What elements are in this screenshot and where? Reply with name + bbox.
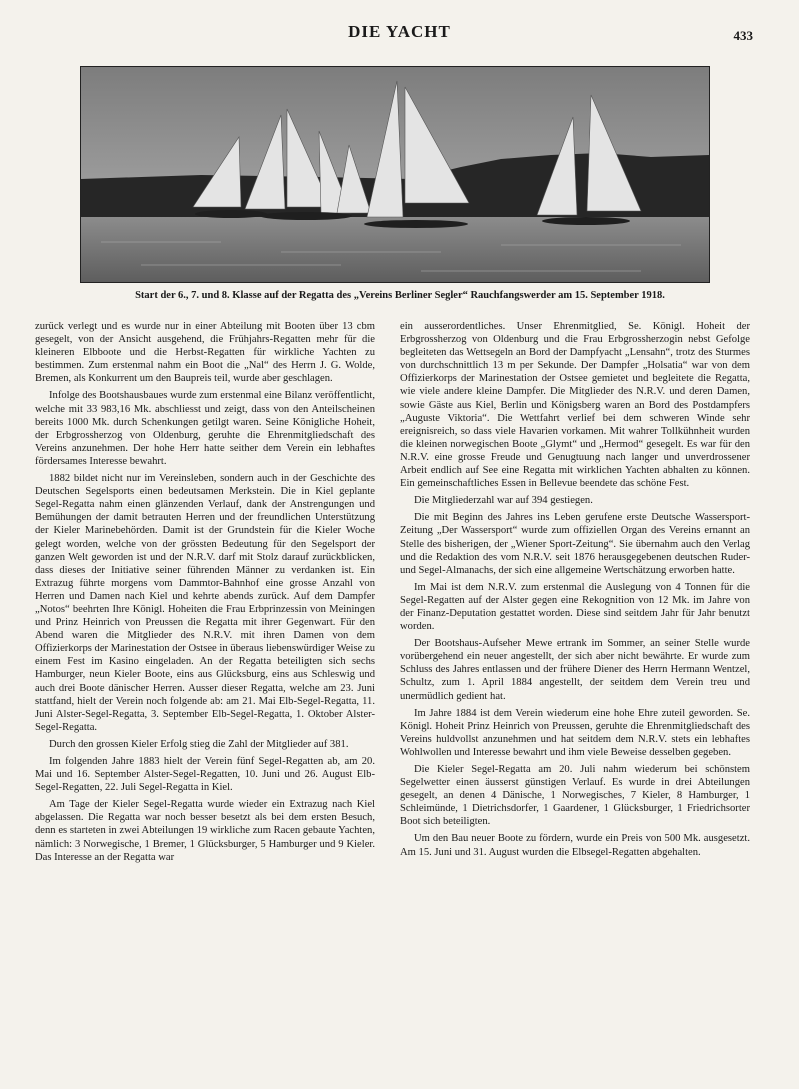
paragraph: Durch den grossen Kieler Erfolg stieg die Zahl der Mitglieder auf 381.	[49, 738, 349, 750]
page-header	[0, 22, 799, 46]
paragraph: Im Jahre 1884 ist dem Verein wiederum eine hohe Ehre zuteil geworden. Se. Königl. Hoheit Prinz Heinrich von Preussen, geruhte die Ehrenmitgliedschaft des Vereins huldvollst anzunehmen und hat seitdem dem N.R.V. stets ein lebhaftes Wohlwollen und Interesse bewahrt und ihm viele Beweise desselben gegeben.	[400, 707, 750, 758]
paragraph: Infolge des Bootshausbaues wurde zum erstenmal eine Bilanz veröffentlicht, welche mit 33 983,16 Mk. abschliesst und zeigt, dass von den Anteilscheinen bereits 1000 Mk. durch Schenkungen getilgt waren. Seine Königliche Hoheit, der Erbgrossherzog von Oldenburg, geruhte die Ehrenmitgliedschaft des Vereins anzunehmen. Der hohe Herr hatte seither dem Verein ein lebhaftes fördersames Interesse bewahrt.	[35, 390, 375, 467]
paragraph: Am Tage der Kieler Segel-Regatta wurde wieder ein Extrazug nach Kiel abgelassen. Die Regatta war noch besser besetzt als bei dem ersten Besuch, denn es starteten in zwei Abteilungen 19 wirkliche zum Racen gebaute Yachten, nämlich: 3 Norwegische, 1 Bremer, 1 Glücksburger, 5 Hamburger und 9 Kieler. Das Interesse an der Regatta war	[35, 799, 375, 863]
paragraph: Die Kieler Segel-Regatta am 20. Juli nahm wiederum bei schönstem Segelwetter einen äusserst günstigen Verlauf. Es wurde in drei Abteilungen gesegelt, an denen 4 Dänische, 1 Norwegisches, 7 Kieler, 8 Hamburger, 1 Schleimünde, 1 Dietrichsdorfer, 1 Gaardener, 1 Glücksburger, 1 Friedrichsorter Boot sich beteiligten.	[400, 764, 750, 828]
paragraph: Die Mitgliederzahl war auf 394 gestiegen.	[414, 495, 593, 507]
paragraph: Um den Bau neuer Boote zu fördern, wurde ein Preis von 500 Mk. ausgesetzt. Am 15. Juni und 31. August wurden die Elbsegel-Regatten abgehalten.	[400, 833, 750, 858]
paragraph: ein ausserordentliches. Unser Ehrenmitglied, Se. Königl. Hoheit der Erbgrossherzog von Oldenburg und die Frau Erbgrossherzogin nebst Gefolge begleiteten das Wettsegeln an Bord der Dampfyacht „Lensahn“, trotz des Sturmes von durchschnittlich 13 m per Sekunde. Der Dampfer „Holsatia“ war von dem Offizierkorps der Marinestation der Ostsee gemietet und begleitete die Regatta, wie viele andere kleine Dampfer. Die Mitglieder des N.R.V. und deren Damen, sowie Gäste aus Kiel, Berlin und Königsberg waren an Bord des Postdampfers „Auguste Viktoria“. Die Wettfahrt verlief bei dem schweren Winde sehr ereignisreich, so dass viele Havarien vorkamen. Mit wahrer Tollkühnheit wurden die kleinen norwegischen Boote „Glymt“ und „Hermod“ gesegelt. Es war für den N.R.V. eine grosse Freude und Genugtuung nach langer und unverdrossener Arbeit endlich auf See eine Regatta mit wirklichen Yachten abhalten zu können. Ein gemeinschaftliches Essen in Bellevue beendete das schöne Fest.	[400, 321, 750, 490]
left-column	[35, 320, 375, 864]
page-number: 433	[733, 28, 753, 43]
journal-title: DIE YACHT	[348, 22, 451, 41]
paragraph: 1882 bildet nicht nur im Vereinsleben, sondern auch in der Geschichte des Deutschen Segelsports einen bedeutsamen Merkstein. Die in Kiel geplante Segel-Regatta nahm einen glänzenden Verlauf, dank der Anstrengungen und Bemühungen der damit betrauten Herren und der freundlichen Unterstützung der Kieler Marinebehörden. Damit ist der Grundstein für die Kieler Woche gelegt worden, welche von der grössten Bedeutung für den Segelsport der ganzen Welt geworden ist und der N.R.V. darf mit Stolz darauf zurückblicken, dass dieses der Initiative seiner führenden Männer zu verdanken ist. Ein Extrazug führte morgens vom Dammtor-Bahnhof eine grosse Anzahl von Herren und Damen nach Kiel und kehrte abends zurück. Auf dem Dampfer „Notos“ beehrten Ihre Königl. Hoheiten die Frau Erbprinzessin von Meiningen und Prinz Heinrich von Preussen die Regatta mit ihrer Gegenwart. Für den Abend waren die Mitglieder des N.R.V. mit ihren Damen von dem Offizierkorps der Marinestation der Ostsee in überaus liebenswürdiger Weise zu einem Fest im Kasino eingeladen. An der Regatta beteiligten sich sechs Hamburger, neun Kieler Boote, eins aus Glücksburg, eins aus Schleswig und auch drei Boote dänischer Herren. Ausser dieser Regatta, welche am 23. Juni stattfand, hielt der Verein noch folgende ab: am 21. Mai Elb-Segel-Regatta, 11. Juni Alster-Segel-Regatta, 3. September Elb-Segel-Regatta, 1. Oktober Alster-Segel-Regatta.	[35, 473, 375, 733]
paragraph: Der Bootshaus-Aufseher Mewe ertrank im Sommer, an seiner Stelle wurde vorübergehend ein neuer angestellt, der sich aber nicht bewährte. Er wurde zum Schluss des Jahres entlassen und der frühere Diener des Herrn Hermann Wentzel, Schultz, zum 1. April 1884 angestellt, der seitdem dem Verein treu und unermüdlich gedient hat.	[400, 638, 750, 702]
paragraph: Im folgenden Jahre 1883 hielt der Verein fünf Segel-Regatten ab, am 20. Mai und 16. September Alster-Segel-Regatten, 10. Juni und 26. August Elb-Segel-Regatten, 22. Juli Segel-Regatta in Kiel.	[35, 756, 375, 794]
regatta-photo	[80, 66, 710, 283]
paragraph: Im Mai ist dem N.R.V. zum erstenmal die Auslegung von 4 Tonnen für die Segel-Regatten auf der Alster gegen eine Rekognition von 12 Mk. im Jahre von der Finanz-Deputation gestattet worden. Diese sind seitdem Jahr für Jahr benutzt worden.	[400, 581, 750, 633]
right-column	[400, 320, 750, 859]
paragraph: Die mit Beginn des Jahres ins Leben gerufene erste Deutsche Wassersport-Zeitung „Der Wassersport“ wurde zum offiziellen Organ des Vereins ernannt an Stelle des bisherigen, der „Wiener Sport-Zeitung“. Sie übernahm auch den Verlag und die Redaktion des vom N.R.V. seit 1876 herausgegebenen deutschen Ruder- und Segel-Almanachs, der sich eine allgemeine Wertschätzung erworben hatte.	[400, 512, 750, 576]
regatta-photo-drawing	[81, 67, 709, 282]
paragraph: zurück verlegt und es wurde nur in einer Abteilung mit Booten über 13 cbm gesegelt, von der Ansicht ausgehend, die Frühjahrs-Regatten mehr für die kleineren Elbboote und die Herbst-Regatten für wirkliche Yachten zu bestimmen. Zum erstenmal nahm ein Boot die „Nal“ des Herrn J. G. Wolde, Bremen, als Konkurrent um den Baupreis teil, wurde aber geschlagen.	[35, 321, 375, 385]
photo-caption: Start der 6., 7. und 8. Klasse auf der Regatta des „Vereins Berliner Segler“ Rauchfangswerder am 15. September 1918.	[135, 290, 665, 301]
